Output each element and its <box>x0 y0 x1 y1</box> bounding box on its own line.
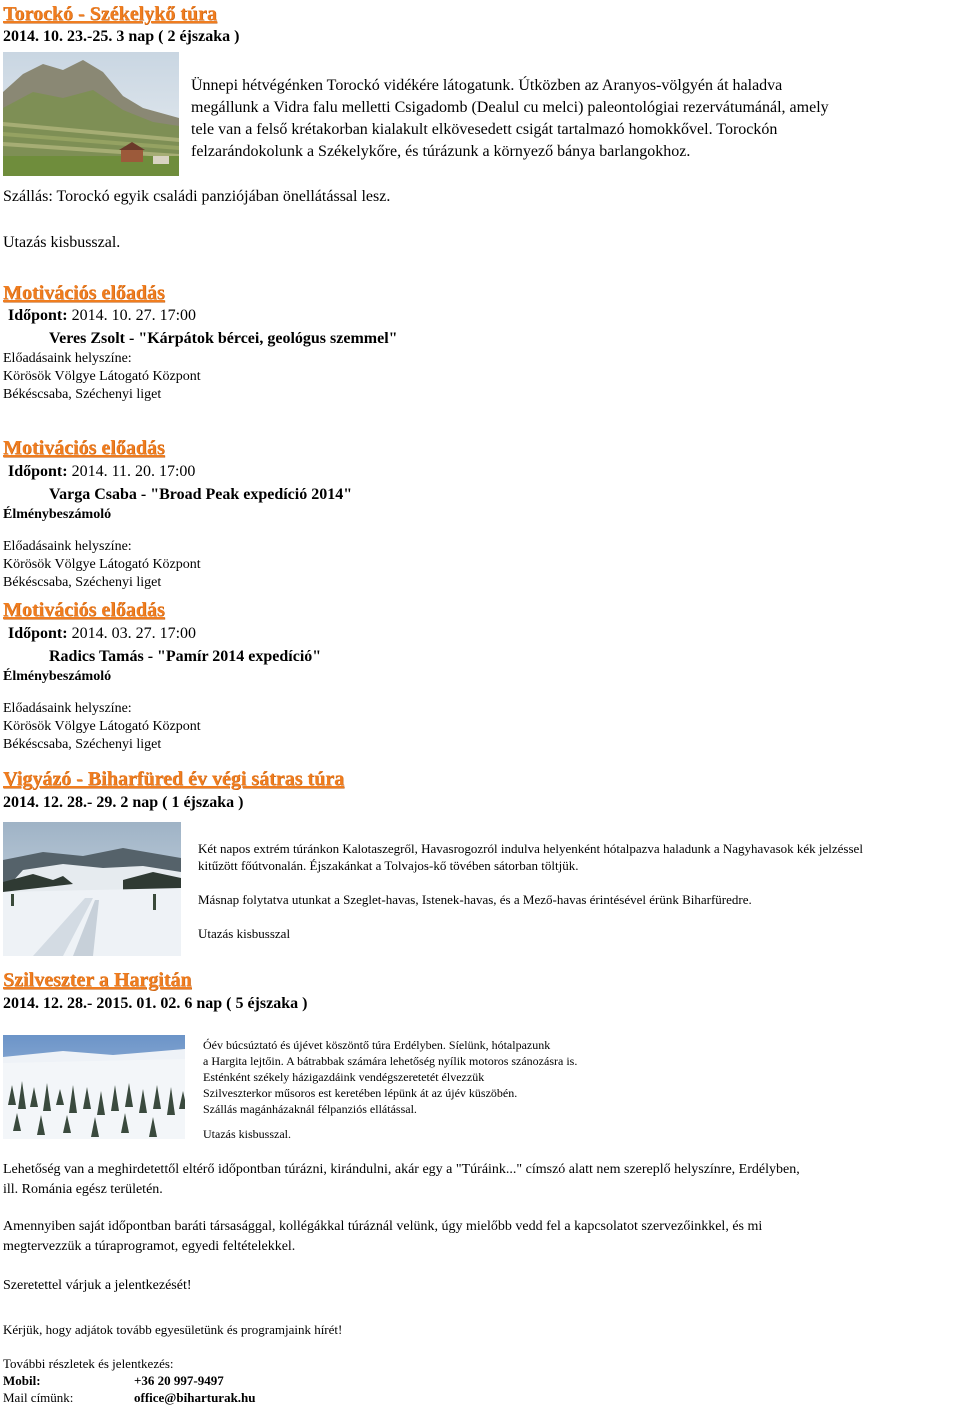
szilveszter-description <box>203 1037 577 1117</box>
lecture-time-value: 2014. 11. 20. 17:00 <box>71 463 196 480</box>
venue-name: Körösök Völgye Látogató Központ <box>3 369 201 384</box>
lecture-1-title[interactable]: Motivációs előadás <box>3 282 165 304</box>
lecture-2-title[interactable]: Motivációs előadás <box>3 437 165 459</box>
closing-paragraph-1 <box>3 1160 800 1200</box>
venue-city: Békéscsaba, Széchenyi liget <box>3 387 162 402</box>
torocko-desc-line: tele van a felső krétakorban kialakult elkövesedett csigát tartalmazó homokkővel. Torockón <box>191 121 778 138</box>
contact-heading: További részletek és jelentkezés: <box>3 1356 174 1371</box>
lecture-time-value: 2014. 03. 27. 17:00 <box>71 625 197 642</box>
lecture-2-venue <box>3 538 201 592</box>
lecture-3-title[interactable]: Motivációs előadás <box>3 599 165 621</box>
torocko-desc-line: Ünnepi hétvégénken Torockó vidékére látogatunk. Útközben az Aranyos-völgyén át haladva <box>191 77 783 94</box>
vigyazo-photo <box>3 822 181 956</box>
szilveszter-desc-line: Esténként székely házigazdáink vendégszeretetét élvezzük <box>203 1070 485 1084</box>
torocko-lodging: Szállás: Torockó egyik családi panziójában önellátással lesz. <box>3 188 391 205</box>
lecture-2-report: Élménybeszámoló <box>3 507 112 522</box>
mobile-value[interactable]: +36 20 997-9497 <box>134 1373 224 1388</box>
vigyazo-description <box>198 840 863 874</box>
torocko-date: 2014. 10. 23.-25. 3 nap ( 2 éjszaka ) <box>3 28 240 45</box>
szilveszter-desc-line: a Hargita lejtőin. A bátrabbak számára lehetőség nyílik motoros szánozásra is. <box>203 1054 578 1068</box>
vigyazo-description-2: Másnap folytatva utunkat a Szeglet-havas, Istenek-havas, és a Mező-havas érintésével érünk Biharfüredre. <box>198 892 752 907</box>
lecture-1-venue <box>3 350 201 404</box>
mail-value[interactable]: office@biharturak.hu <box>134 1390 256 1405</box>
szilveszter-travel: Utazás kisbusszal. <box>203 1127 291 1141</box>
vigyazo-date: 2014. 12. 28.- 29. 2 nap ( 1 éjszaka ) <box>3 794 244 811</box>
szilveszter-desc-line: Szállás magánházaknál félpanziós ellátással. <box>203 1102 417 1116</box>
lecture-3-report: Élménybeszámoló <box>3 669 112 684</box>
lecture-time-label: Időpont: <box>8 463 68 480</box>
torocko-travel: Utazás kisbusszal. <box>3 234 121 251</box>
lecture-3-venue <box>3 700 201 754</box>
lecture-1-time <box>8 305 196 327</box>
venue-label: Előadásaink helyszíne: <box>3 539 132 554</box>
closing-line: Amennyiben saját időpontban baráti társasággal, kollégákkal túráznál velünk, úgy mielőbb vedd fel a kapcsolatot szervezőinkkel, és mi <box>3 1219 763 1234</box>
venue-label: Előadásaink helyszíne: <box>3 351 132 366</box>
welcome-text: Szeretettel várjuk a jelentkezését! <box>3 1278 192 1293</box>
lecture-2-speaker: Varga Csaba - "Broad Peak expedíció 2014" <box>49 486 353 503</box>
torocko-title[interactable]: Torockó - Székelykő túra <box>3 3 217 25</box>
lecture-1-speaker: Veres Zsolt - "Kárpátok bércei, geológus szemmel" <box>49 330 398 347</box>
torocko-desc-line: megállunk a Vidra falu melletti Csigadomb (Dealul cu melci) paleontológiai rezervátumánál, amely <box>191 99 829 116</box>
mobile-label: Mobil: <box>3 1373 41 1388</box>
lecture-3-time <box>8 623 196 645</box>
venue-city: Békéscsaba, Széchenyi liget <box>3 737 162 752</box>
venue-name: Körösök Völgye Látogató Központ <box>3 557 201 572</box>
share-text: Kérjük, hogy adjátok tovább egyesületünk és programjaink hírét! <box>3 1322 343 1337</box>
venue-label: Előadásaink helyszíne: <box>3 701 132 716</box>
lecture-2-time <box>8 461 195 483</box>
vigyazo-desc-line: Két napos extrém túránkon Kalotaszegről, Havasrogozról indulva helyenként hótalpazva haladunk a Nagyhavasok kék jelzéssel <box>198 841 863 856</box>
lecture-time-label: Időpont: <box>8 625 68 642</box>
torocko-desc-line: felzarándokolunk a Székelykőre, és túrázunk a környező bánya barlangokhoz. <box>191 143 691 160</box>
lecture-3-speaker: Radics Tamás - "Pamír 2014 expedíció" <box>49 648 322 665</box>
torocko-description <box>191 75 829 163</box>
szilveszter-photo <box>3 1035 185 1139</box>
closing-line: megtervezzük a túraprogramot, egyedi feltételekkel. <box>3 1239 296 1254</box>
vigyazo-desc-line: kitűzött főútvonalán. Éjszakánkat a Tolvajos-kő tövében sátorban töltjük. <box>198 858 579 873</box>
vigyazo-travel: Utazás kisbusszal <box>198 926 291 941</box>
mail-label: Mail címünk: <box>3 1390 74 1405</box>
vigyazo-title[interactable]: Vigyázó - Biharfüred év végi sátras túra <box>3 768 345 790</box>
torocko-photo <box>3 52 179 176</box>
closing-line: Lehetőség van a meghirdetettől eltérő időpontban túrázni, kirándulni, akár egy a "Túráink..." címszó alatt nem szereplő helyszínre, Erdélyben, <box>3 1162 800 1177</box>
szilveszter-title[interactable]: Szilveszter a Hargitán <box>3 969 192 991</box>
szilveszter-desc-line: Óév búcsúztató és újévet köszöntő túra Erdélyben. Síelünk, hótalpazunk <box>203 1038 551 1052</box>
lecture-time-label: Időpont: <box>8 307 68 324</box>
szilveszter-date: 2014. 12. 28.- 2015. 01. 02. 6 nap ( 5 éjszaka ) <box>3 995 308 1012</box>
lecture-time-value: 2014. 10. 27. 17:00 <box>71 307 197 324</box>
venue-name: Körösök Völgye Látogató Központ <box>3 719 201 734</box>
closing-line: ill. Románia egész területén. <box>3 1182 163 1197</box>
venue-city: Békéscsaba, Széchenyi liget <box>3 575 162 590</box>
closing-paragraph-2 <box>3 1217 762 1257</box>
szilveszter-desc-line: Szilveszterkor műsoros est keretében lépünk át az újév küszöbén. <box>203 1086 518 1100</box>
